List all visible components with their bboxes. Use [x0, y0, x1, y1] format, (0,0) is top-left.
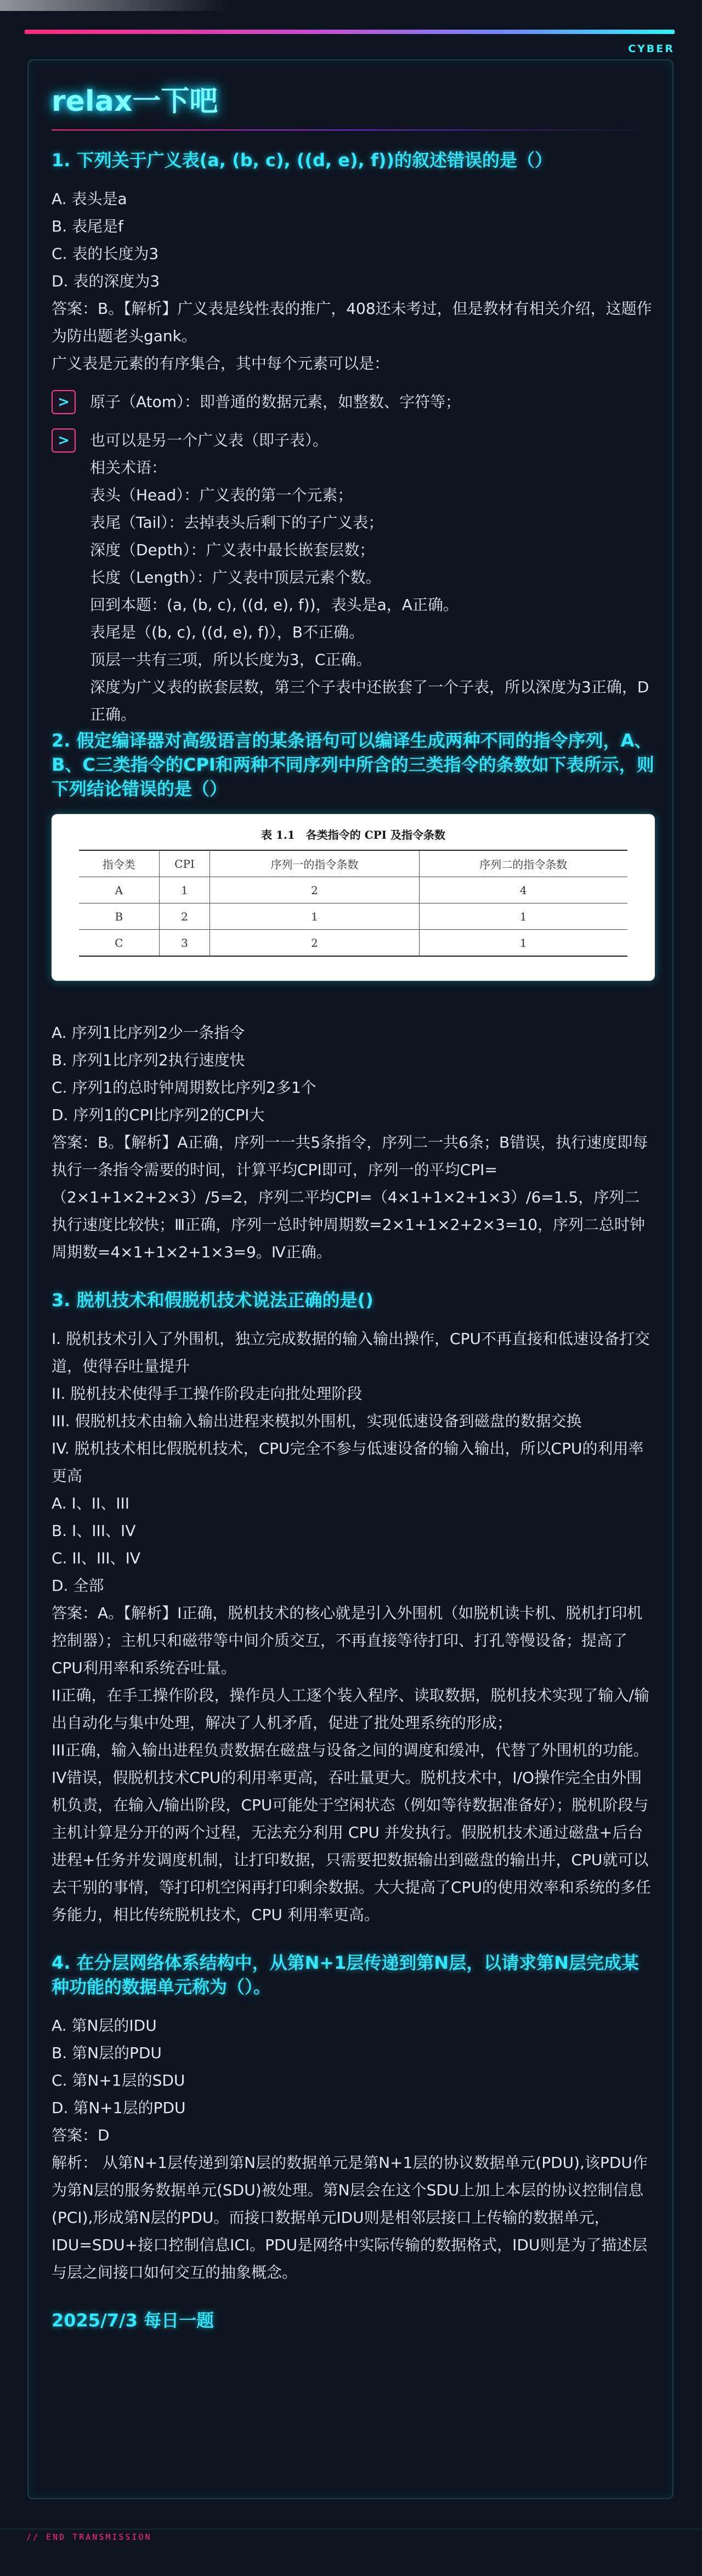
- list-line: 表尾是（(b, c), ((d, e), f)），B不正确。: [90, 623, 364, 641]
- question-1-heading: 1. 下列关于广义表(a, (b, c), ((d, e), f))的叙述错误的是（）: [52, 150, 553, 171]
- answer: 答案：B。【解析】A正确，序列一一共5条指令，序列二一共6条；B错误，执行速度即每执行一条指令需要的时间，计算平均CPI即可，序列一的平均CPI=（2×1+1×2+2×3）/5=2，序列二平均CPI=（4×1+1×2+1×3）/6=1.5，序列二执行速度比较快；Ⅲ正确，序列一总时钟周期数=2×1+1×2+2×3=10，序列二总时钟周期数=4×1+1×2+1×3=9。Ⅳ正确。: [52, 1133, 648, 1261]
- explanation: III正确，输入输出进程负责数据在磁盘与设备之间的调度和缓冲，代替了外围机的功能。: [52, 1741, 649, 1759]
- option: B. 第N层的PDU: [52, 2044, 162, 2062]
- gradient-top-bar: [25, 30, 675, 34]
- table-cell: B: [115, 909, 123, 923]
- option: A. 表头是a: [52, 190, 127, 208]
- table-cell: C: [115, 936, 123, 950]
- answer: 答案：D: [52, 2126, 110, 2144]
- option: C. II、III、IV: [52, 1549, 141, 1567]
- question-2-heading: 2. 假定编译器对高级语言的某条语句可以编译生成两种不同的指令序列，A、B、C三类指令的CPI和两种不同序列中所含的三类指令的条数如下表所示，则下列结论错误的是（）: [52, 730, 654, 799]
- option: D. 表的深度为3: [52, 272, 160, 290]
- option: A. 第N层的IDU: [52, 2016, 157, 2035]
- cpi-table-figure: [52, 814, 655, 981]
- list-line: 深度为广义表的嵌套层数，第三个子表中还嵌套了一个子表，所以深度为3正确，D正确。: [90, 678, 649, 724]
- article: [52, 83, 655, 2346]
- table-row: [79, 877, 627, 903]
- table-cell: 3: [159, 930, 210, 957]
- statement: II. 脱机技术使得手工操作阶段走向批处理阶段: [52, 1385, 363, 1403]
- option: D. 全部: [52, 1577, 104, 1595]
- table-header: 指令类: [102, 858, 135, 871]
- option: B. I、III、IV: [52, 1522, 136, 1540]
- list-line: 顶层一共有三项，所以长度为3，C正确。: [90, 651, 372, 669]
- table-header: CPI: [159, 850, 210, 877]
- chevron-right-icon: >: [52, 428, 76, 453]
- question-3-heading: 3. 脱机技术和假脱机技术说法正确的是(): [52, 1290, 373, 1310]
- brand-label: CYBER: [628, 43, 675, 55]
- list-line: 回到本题：(a, (b, c), ((d, e), f))，表头是a，A正确。: [90, 596, 458, 614]
- question-1: [52, 148, 655, 728]
- table-cell: A: [115, 883, 123, 897]
- list-line: 原子（Atom）：即普通的数据元素，如整数、字符等；: [90, 393, 461, 411]
- option: A. I、II、III: [52, 1494, 130, 1512]
- question-4-heading: 4. 在分层网络体系结构中，从第N+1层传递到第N层，以请求第N层完成某种功能的数据单元称为（）。: [52, 1952, 639, 1997]
- list-line: 也可以是另一个广义表（即子表）。: [90, 431, 329, 449]
- table-cell: 1: [159, 877, 210, 903]
- table-cell: 1: [419, 903, 627, 930]
- table-cell: 4: [419, 877, 627, 903]
- list-item: [52, 388, 655, 416]
- option: A. 序列1比序列2少一条指令: [52, 1024, 245, 1042]
- question-4: [52, 1951, 655, 2286]
- statement: I. 脱机技术引入了外围机，独立完成数据的输入输出操作，CPU不再直接和低速设备打交道，使得吞吐量提升: [52, 1330, 650, 1375]
- date-tag: 2025/7/3 每日一题: [52, 2310, 214, 2331]
- option: D. 序列1的CPI比序列2的CPI大: [52, 1106, 265, 1124]
- page-title: relax一下吧: [52, 85, 218, 118]
- answer: 答案：A。【解析】I正确，脱机技术的核心就是引入外围机（如脱机读卡机、脱机打印机控制器）；主机只和磁带等中间介质交互，不再直接等待打印、打孔等慢设备；提高了CPU利用率和系统吞吐量。: [52, 1604, 643, 1677]
- cpi-table: [79, 850, 627, 957]
- explanation: IV错误，假脱机技术CPU的利用率更高，吞吐量更大。脱机技术中，I/O操作完全由外围机负责，在输入/输出阶段，CPU可能处于空闲状态（例如等待数据准备好）；脱机阶段与主机计算是分开的两个过程，无法充分利用 CPU 并发执行。假脱机技术通过磁盘+后台进程+任务并发调度机制，让打印数据，只需要把数据输出到磁盘的输出井，CPU就可以去干别的事情，等打印机空闲再打印剩余数据。大大提高了CPU的使用效率和系统的多任务能力，相比传统脱机技术，CPU 利用率更高。: [52, 1769, 651, 1924]
- list-line: 相关术语：: [90, 459, 167, 477]
- list-line: 深度（Depth）：广义表中最长嵌套层数；: [90, 541, 375, 559]
- option: C. 第N+1层的SDU: [52, 2071, 185, 2089]
- list-line: 长度（Length）：广义表中顶层元素个数。: [90, 568, 381, 586]
- list-line: 表头（Head）：广义表的第一个元素；: [90, 486, 353, 504]
- table-cell: 1: [210, 903, 419, 930]
- table-header: 序列一的指令条数: [210, 850, 419, 877]
- statement: III. 假脱机技术由输入输出进程来模拟外围机，实现低速设备到磁盘的数据交换: [52, 1412, 582, 1430]
- option: D. 第N+1层的PDU: [52, 2099, 186, 2117]
- list-item: [52, 427, 655, 728]
- question-2: [52, 728, 655, 1266]
- table-cell: 1: [419, 930, 627, 957]
- footer-text: // END TRANSMISSION: [26, 2532, 152, 2542]
- option: B. 序列1比序列2执行速度快: [52, 1051, 245, 1069]
- top-glow: [0, 0, 230, 11]
- table-row: [79, 903, 627, 930]
- answer: 答案：B。【解析】广义表是线性表的推广，408还未考过，但是教材有相关介绍，这题作为防出题老头gank。: [52, 300, 652, 345]
- option: C. 序列1的总时钟周期数比序列2多1个: [52, 1078, 316, 1097]
- table-cell: 2: [210, 877, 419, 903]
- intro-text: 广义表是元素的有序集合，其中每个元素可以是：: [52, 354, 390, 372]
- statement: IV. 脱机技术相比假脱机技术，CPU完全不参与低速设备的输入输出，所以CPU的利用率更高: [52, 1439, 644, 1485]
- option: B. 表尾是f: [52, 217, 123, 235]
- list-line: 表尾（Tail）：去掉表头后剩下的子广义表；: [90, 513, 384, 532]
- table-caption: 表 1.1 各类指令的 CPI 及指令条数: [261, 828, 445, 841]
- title-divider: [52, 129, 655, 131]
- explanation: II正确，在手工操作阶段，操作员人工逐个装入程序、读取数据，脱机技术实现了输入/输出自动化与集中处理，解决了人机矛盾，促进了批处理系统的形成；: [52, 1686, 649, 1732]
- question-3: [52, 1288, 655, 1929]
- option: C. 表的长度为3: [52, 245, 159, 263]
- table-row: [79, 930, 627, 957]
- content-card: [27, 59, 673, 2499]
- table-cell: 2: [210, 930, 419, 957]
- table-cell: 2: [159, 903, 210, 930]
- explanation: 解析： 从第N+1层传递到第N层的数据单元是第N+1层的协议数据单元(PDU),该PDU作为第N层的服务数据单元(SDU)被处理。第N层会在这个SDU上加上本层的协议控制信息(PCI),形成第N层的PDU。而接口数据单元IDU则是相邻层接口上传输的数据单元，IDU=SDU+接口控制信息ICI。PDU是网络中实际传输的数据格式，IDU则是为了描述层与层之间接口如何交互的抽象概念。: [52, 2154, 648, 2281]
- table-header: 序列二的指令条数: [419, 850, 627, 877]
- chevron-right-icon: >: [52, 390, 76, 414]
